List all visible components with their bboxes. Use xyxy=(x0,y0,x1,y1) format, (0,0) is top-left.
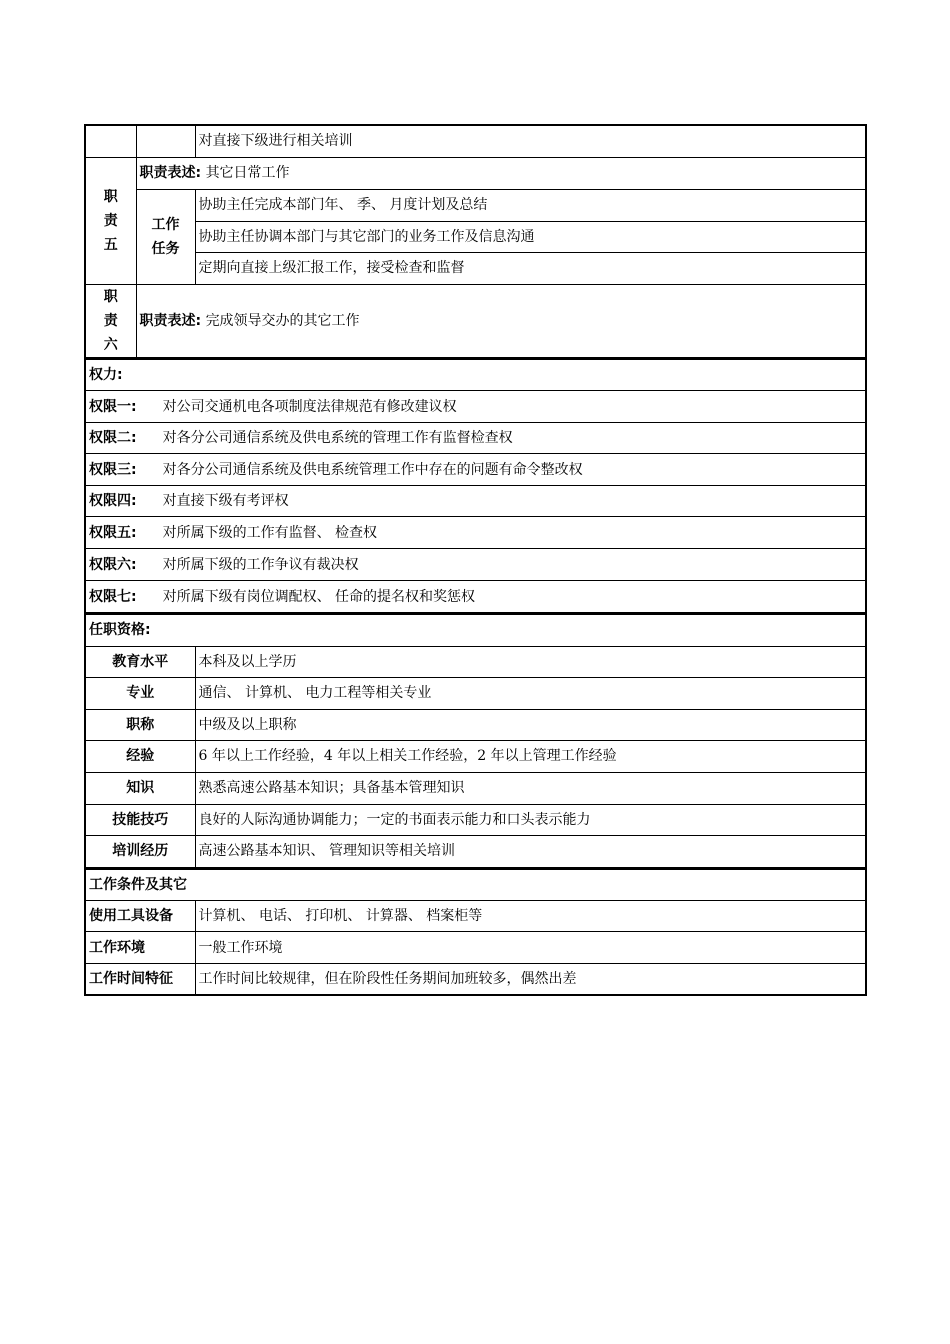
duty5-task-2: 协助主任协调本部门与其它部门的业务工作及信息沟通 xyxy=(195,221,866,252)
qualification-value: 熟悉高速公路基本知识；具备基本管理知识 xyxy=(195,772,866,804)
conditions-label: 使用工具设备 xyxy=(85,901,195,932)
duty6-desc-text: 完成领导交办的其它工作 xyxy=(205,312,360,329)
authority-label: 权限一: xyxy=(89,398,137,415)
conditions-label: 工作环境 xyxy=(85,932,195,964)
duty5-task-3: 定期向直接上级汇报工作，接受检查和监督 xyxy=(195,252,866,284)
conditions-label: 工作时间特征 xyxy=(85,964,195,995)
qualification-label: 技能技巧 xyxy=(85,804,195,835)
qualification-label: 经验 xyxy=(85,740,195,772)
duty5-label-char-1: 职 xyxy=(103,188,118,205)
duty6-label-char-1: 职 xyxy=(103,288,118,305)
authority-label: 权限四: xyxy=(89,493,137,509)
duty5-label-char-3: 五 xyxy=(103,236,118,253)
authority-text: 对各分公司通信系统及供电系统的管理工作有监督检查权 xyxy=(162,430,513,446)
authority-text: 对直接下级有考评权 xyxy=(162,493,289,509)
duty6-label xyxy=(85,284,136,357)
conditions-value: 一般工作环境 xyxy=(195,932,866,964)
authority-label: 权限六: xyxy=(89,556,137,573)
authority-label: 权限七: xyxy=(89,588,137,605)
qualification-value: 本科及以上学历 xyxy=(195,646,866,677)
duty5-task-1: 协助主任完成本部门年、 季、 月度计划及总结 xyxy=(195,189,866,221)
authority-row xyxy=(85,517,866,549)
qualification-label: 培训经历 xyxy=(85,835,195,867)
conditions-value: 计算机、 电话、 打印机、 计算器、 档案柜等 xyxy=(195,901,866,932)
conditions-table xyxy=(84,868,867,996)
duty5-label xyxy=(85,157,136,284)
qualification-table xyxy=(84,613,867,868)
conditions-value: 工作时间比较规律，但在阶段性任务期间加班较多，偶然出差 xyxy=(195,964,866,995)
duty5-desc-text: 其它日常工作 xyxy=(205,165,290,181)
qualification-value: 高速公路基本知识、 管理知识等相关培训 xyxy=(195,835,866,867)
conditions-heading: 工作条件及其它 xyxy=(85,869,866,901)
duties-table xyxy=(84,124,867,358)
qualification-value: 6 年以上工作经验，4 年以上相关工作经验，2 年以上管理工作经验 xyxy=(195,740,866,772)
authority-row xyxy=(85,581,866,613)
authority-label: 权限三: xyxy=(89,461,137,478)
qualification-heading: 任职资格: xyxy=(85,614,866,646)
authority-label: 权限五: xyxy=(89,524,137,541)
duty5-task-label-text: 工作任务 xyxy=(151,216,180,257)
qualification-label: 知识 xyxy=(85,772,195,804)
duty6-description xyxy=(136,284,866,357)
authority-table xyxy=(84,358,867,614)
duty5-desc-label: 职责表述: xyxy=(139,165,202,181)
authority-row xyxy=(85,391,866,423)
qualification-label: 教育水平 xyxy=(85,646,195,677)
duty6-label-char-2: 责 xyxy=(103,312,118,329)
duty4-task-label-cell xyxy=(136,125,195,157)
qualification-value: 中级及以上职称 xyxy=(195,709,866,740)
authority-text: 对公司交通机电各项制度法律规范有修改建议权 xyxy=(162,398,457,415)
authority-text: 对所属下级的工作争议有裁决权 xyxy=(162,556,359,573)
authority-text: 对所属下级的工作有监督、 检查权 xyxy=(162,524,378,541)
duty5-description xyxy=(136,157,866,189)
authority-row xyxy=(85,423,866,454)
duty6-label-char-3: 六 xyxy=(103,336,118,353)
duty5-label-char-2: 责 xyxy=(103,212,118,229)
duty4-task-last: 对直接下级进行相关培训 xyxy=(195,125,866,157)
qualification-label: 专业 xyxy=(85,677,195,709)
authority-row xyxy=(85,454,866,486)
qualification-label: 职称 xyxy=(85,709,195,740)
qualification-value: 良好的人际沟通协调能力；一定的书面表示能力和口头表示能力 xyxy=(195,804,866,835)
job-description-sheet xyxy=(84,124,865,996)
authority-text: 对各分公司通信系统及供电系统管理工作中存在的问题有命令整改权 xyxy=(162,461,583,478)
authority-text: 对所属下级有岗位调配权、 任命的提名权和奖惩权 xyxy=(162,588,476,605)
duty4-label-cell xyxy=(85,125,136,157)
authority-heading: 权力: xyxy=(85,359,866,391)
duty6-desc-label: 职责表述: xyxy=(139,312,202,329)
qualification-value: 通信、 计算机、 电力工程等相关专业 xyxy=(195,677,866,709)
authority-row xyxy=(85,549,866,581)
duty5-task-label xyxy=(136,189,195,284)
authority-label: 权限二: xyxy=(89,430,137,446)
authority-row xyxy=(85,486,866,517)
